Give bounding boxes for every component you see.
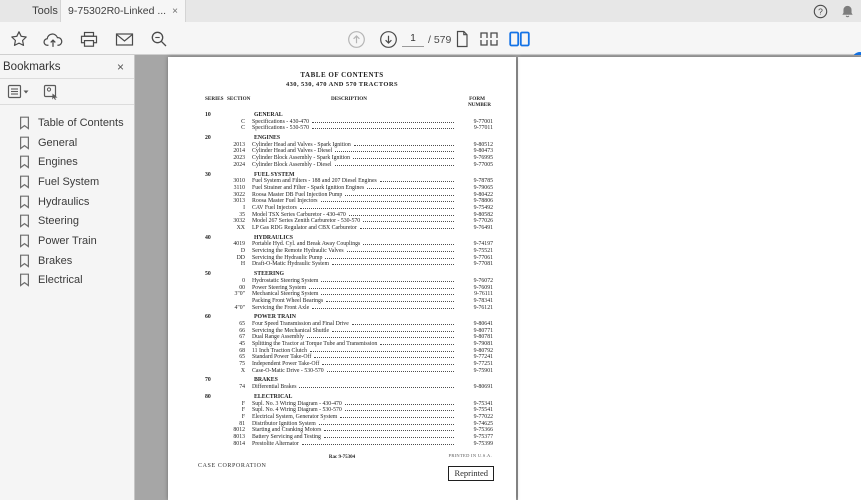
footer-printed-note: PRINTED IN U.S.A. — [448, 453, 492, 458]
col-form: FORM — [469, 96, 485, 102]
toc-section-cell: 45 — [239, 341, 245, 347]
toc-entry-row[interactable] — [205, 354, 493, 361]
toc-entry-row[interactable] — [205, 225, 493, 232]
toc-description: Splitting the Tractor at Torque Tube and Transmission — [252, 341, 378, 347]
dot-leader — [302, 444, 454, 445]
table-of-contents — [205, 96, 493, 447]
toc-section-cell: 3013 — [233, 198, 245, 205]
toc-section-header — [205, 112, 493, 119]
toc-entry-row[interactable] — [205, 218, 493, 225]
toc-section-name: HYDRAULICS — [254, 234, 293, 241]
dot-leader — [335, 151, 454, 152]
toc-body — [205, 112, 493, 447]
toc-form-number: 9-74197 — [473, 241, 493, 248]
toc-section — [205, 235, 493, 268]
toc-form-number: 9-76995 — [473, 155, 493, 162]
doc-title-line1: TABLE OF CONTENTS — [300, 71, 384, 79]
dot-leader — [300, 208, 454, 209]
toc-entry-row[interactable] — [205, 261, 493, 268]
toc-entry-row[interactable] — [205, 119, 493, 126]
toc-description: Draft-O-Matic Hydraulic System — [252, 261, 329, 268]
toc-series-number: 10 — [205, 112, 211, 118]
toc-form-number: 9-77022 — [473, 413, 493, 420]
toc-entry-row[interactable] — [205, 162, 493, 169]
doc-title-line2: 430, 530, 470 AND 570 TRACTORS — [286, 81, 398, 88]
bookmark-icon — [19, 273, 30, 287]
toc-form-number: 9-77011 — [473, 125, 493, 132]
toc-form-number: 9-77081 — [473, 261, 493, 268]
footer-company: CASE CORPORATION — [198, 463, 267, 469]
toc-form-number: 9-80691 — [473, 384, 493, 391]
tab-bar — [0, 0, 861, 22]
tab-close-icon[interactable]: × — [172, 5, 178, 17]
toc-entry-row[interactable] — [205, 255, 493, 262]
footer-reference: Rac 9-75304 — [328, 455, 356, 460]
email-icon[interactable] — [113, 28, 135, 50]
toc-description: Servicing the Front Axle — [252, 304, 310, 311]
dot-leader — [312, 308, 454, 309]
dot-leader — [332, 331, 454, 332]
col-series: SERIES — [205, 96, 224, 102]
toc-entry-row[interactable] — [205, 185, 493, 192]
toc-section-cell: 0 — [242, 277, 245, 284]
bookmark-item-label: Table of Contents — [38, 116, 124, 129]
dot-leader — [321, 281, 454, 282]
toc-section-name: ENGINES — [254, 135, 281, 142]
two-page-view-icon[interactable] — [508, 28, 530, 50]
toc-description: Model TSX Series Carburetor - 430-470 — [252, 211, 346, 218]
toc-entry-row[interactable] — [205, 148, 493, 155]
dot-leader — [380, 344, 454, 345]
toc-section-header — [205, 271, 493, 278]
toc-form-number: 9-75521 — [473, 248, 493, 255]
toc-entry-row[interactable] — [205, 421, 493, 428]
bookmark-icon — [19, 136, 30, 150]
bookmark-icon — [19, 155, 30, 169]
toc-section — [205, 112, 493, 132]
toc-section-cell: 3"0" — [234, 291, 245, 298]
toc-description: Fuel Strainer and Filter - Spark Ignition Engines — [252, 184, 365, 191]
bookmark-item[interactable] — [0, 133, 134, 153]
dot-leader — [363, 244, 454, 245]
bookmark-item[interactable] — [0, 231, 134, 251]
document-area — [136, 55, 861, 500]
bookmark-item-label: Steering — [38, 215, 79, 228]
toc-entry-row[interactable] — [205, 298, 493, 305]
toc-entry-row[interactable] — [205, 205, 493, 212]
toc-form-number: 9-76091 — [473, 284, 493, 291]
bookmark-item-label: Brakes — [38, 254, 73, 267]
toc-section-cell: 8012 — [233, 427, 245, 434]
toc-description: Independent Power Take-Off — [252, 361, 320, 368]
toc-description: Standard Power Take-Off — [252, 354, 312, 361]
bookmark-item-label: Fuel System — [38, 175, 100, 188]
toc-description: Mechanical Steering System — [252, 291, 319, 298]
bookmark-icon — [19, 214, 30, 228]
toc-section-cell: 00 — [239, 284, 245, 291]
dot-leader — [324, 437, 454, 438]
dot-leader — [326, 301, 454, 302]
bookmark-item[interactable] — [0, 113, 134, 133]
toc-series-number: 30 — [205, 171, 211, 178]
toc-form-number: 9-75901 — [473, 367, 493, 374]
toc-entry-row[interactable] — [205, 348, 493, 355]
toc-section-name: FUEL SYSTEM — [254, 171, 295, 178]
previous-page-icon[interactable] — [345, 28, 367, 50]
toc-description: CAV Fuel Injectors — [252, 204, 297, 211]
toc-entry-row[interactable] — [205, 248, 493, 255]
toc-description: Power Steering System — [252, 284, 307, 291]
toc-form-number: 9-80781 — [473, 334, 493, 341]
toc-entry-row[interactable] — [205, 285, 493, 292]
single-page-view-icon[interactable] — [451, 28, 473, 50]
toc-form-number: 9-77241 — [473, 354, 493, 361]
toc-entry-row[interactable] — [205, 305, 493, 312]
toc-description: Differential Brakes — [252, 384, 297, 391]
dot-leader — [349, 215, 454, 216]
toc-section-header — [205, 172, 493, 179]
toc-description: Roosa Master DB Fuel Injection Pump — [252, 191, 343, 198]
toc-form-number: 9-75399 — [473, 440, 493, 447]
toc-description: Distributor Ignition System — [252, 420, 316, 427]
dot-leader — [312, 122, 454, 123]
toc-entry-row[interactable] — [205, 434, 493, 441]
toc-section-header — [205, 377, 493, 384]
toc-series-number: 40 — [205, 234, 211, 241]
dot-leader — [340, 417, 454, 418]
toc-entry-row[interactable] — [205, 192, 493, 199]
page-number-input[interactable] — [402, 31, 424, 47]
toc-description: Hydrostatic Steering System — [252, 277, 319, 284]
toc-description: Case-O-Matic Drive - 530-570 — [252, 367, 324, 374]
toc-description: Packing Front Wheel Bearings — [252, 297, 324, 304]
toc-section-cell: 2014 — [233, 148, 245, 155]
toc-section-cell: F — [241, 407, 245, 414]
close-panel-icon[interactable]: × — [116, 59, 124, 74]
toc-section-cell: 81 — [239, 420, 245, 427]
toc-description: Electrical System, Generator System — [252, 413, 338, 420]
toc-entry-row[interactable] — [205, 401, 493, 408]
toc-form-number: 9-76111 — [474, 291, 493, 298]
toc-description: Cylinder Head and Valves - Diesel — [252, 148, 333, 155]
bookmark-item[interactable] — [0, 251, 134, 271]
toc-section-cell: 3022 — [233, 191, 245, 198]
toc-form-number: 9-75341 — [473, 400, 493, 407]
toc-form-number: 9-75492 — [473, 204, 493, 211]
notifications-bell-icon[interactable] — [840, 4, 855, 19]
toc-section-cell: 65 — [239, 354, 245, 361]
toc-description: Prestolite Alternator — [252, 440, 299, 447]
toc-form-number: 9-80771 — [473, 327, 493, 334]
toc-section-header — [205, 394, 493, 401]
toc-form-number: 9-75377 — [473, 433, 493, 440]
toc-entry-row[interactable] — [205, 414, 493, 421]
dot-leader — [363, 221, 454, 222]
toc-series-number: 50 — [205, 271, 211, 278]
toc-form-number: 9-76491 — [473, 225, 493, 231]
bookmark-item[interactable] — [0, 172, 134, 192]
toc-entry-row[interactable] — [205, 341, 493, 348]
toc-form-number: 9-77251 — [473, 361, 493, 368]
dot-leader — [314, 357, 454, 358]
toc-section — [205, 394, 493, 448]
toc-section — [205, 172, 493, 232]
toc-entry-row[interactable] — [205, 384, 493, 391]
toc-section-cell: C — [241, 125, 245, 132]
toc-section-header — [205, 135, 493, 142]
col-section: SECTION — [227, 96, 251, 102]
toc-description: Dual Range Assembly — [252, 334, 304, 341]
bookmarks-panel — [0, 55, 135, 500]
toc-form-number: 9-80473 — [473, 148, 493, 155]
toc-form-number: 9-77005 — [473, 161, 493, 168]
toc-section-cell: 3032 — [233, 218, 245, 225]
toc-entry-row[interactable] — [205, 291, 493, 298]
toc-description: Fuel System and Filters - 188 and 207 Diesel Engines — [252, 178, 377, 185]
dot-leader — [345, 404, 454, 405]
toc-form-number: 9-80792 — [473, 347, 493, 354]
bookmarks-options-icon[interactable] — [7, 84, 29, 99]
toc-section-cell: F — [241, 413, 245, 420]
toc-form-number: 9-75541 — [473, 407, 493, 414]
toc-description: Servicing the Hydraulic Pump — [252, 254, 323, 261]
dot-leader — [312, 128, 454, 129]
toc-form-number: 9-80512 — [473, 141, 493, 148]
toc-form-number: 9-79081 — [473, 341, 493, 347]
toc-entry-row[interactable] — [205, 198, 493, 205]
toc-section-cell: 68 — [239, 347, 245, 354]
toc-form-number: 9-76072 — [473, 277, 493, 284]
bookmark-item-label: Power Train — [38, 234, 97, 247]
tab-document[interactable] — [60, 0, 186, 22]
toc-section-cell: 4019 — [233, 241, 245, 248]
toc-section-name: BRAKES — [254, 377, 278, 384]
toc-section-cell: F — [241, 400, 245, 407]
dot-leader — [345, 195, 454, 196]
toc-section-cell: 8014 — [233, 440, 245, 447]
toc-section-header — [205, 314, 493, 321]
bookmark-icon — [19, 234, 30, 248]
dot-leader — [347, 251, 454, 252]
pdf-page-2 — [518, 57, 861, 500]
toc-section — [205, 271, 493, 311]
toc-form-number: 9-76121 — [473, 304, 493, 311]
bookmark-item-label: General — [38, 136, 78, 149]
toc-section-name: GENERAL — [254, 112, 283, 118]
toc-description: Battery Servicing and Testing — [252, 433, 321, 440]
dot-leader — [307, 337, 454, 338]
dot-leader — [352, 324, 454, 325]
toc-section-cell: 67 — [239, 334, 245, 341]
toc-description: Specifications - 430-470 — [252, 118, 309, 125]
toc-form-number: 9-77061 — [473, 254, 493, 261]
toc-description: Starting and Cranking Motors — [252, 427, 322, 434]
toc-form-number: 9-74625 — [473, 420, 493, 427]
toc-section-cell: 35 — [239, 211, 245, 218]
bookmark-item[interactable] — [0, 271, 134, 291]
bookmark-item[interactable] — [0, 152, 134, 172]
tab-document-label: 9-75302R0-Linked ... — [68, 5, 167, 17]
toc-description: LP Gas RDG Regulator and CBX Carburetor — [252, 225, 357, 231]
toc-section — [205, 377, 493, 390]
toc-section — [205, 135, 493, 168]
bookmark-list — [0, 105, 134, 290]
dot-leader — [353, 158, 454, 159]
toc-form-number: 9-80641 — [473, 320, 493, 327]
bookmark-icon — [19, 254, 30, 268]
toc-series-number: 70 — [205, 377, 211, 384]
bookmark-icon — [19, 175, 30, 189]
share-upload-icon[interactable] — [42, 28, 64, 50]
toc-form-number: 9-80422 — [473, 191, 493, 198]
col-number: NUMBER — [467, 102, 491, 108]
dot-leader — [322, 364, 454, 365]
toc-section-cell: 3110 — [233, 184, 245, 191]
page-total-label: / 579 — [428, 34, 452, 46]
toc-description: Specifications - 530-570 — [252, 125, 309, 132]
bookmark-icon — [19, 116, 30, 130]
toc-description: Cylinder Head and Valves - Spark Ignition — [252, 141, 351, 148]
toc-section-cell: 66 — [239, 327, 245, 334]
bookmark-item[interactable] — [0, 211, 134, 231]
main-toolbar — [0, 22, 861, 55]
toc-series-number: 60 — [205, 314, 211, 321]
toc-form-number: 9-78806 — [473, 198, 493, 205]
toc-section-name: POWER TRAIN — [254, 314, 296, 321]
toc-form-number: 9-77001 — [473, 118, 493, 125]
dot-leader — [332, 264, 454, 265]
doc-title — [168, 57, 516, 88]
toc-entry-row[interactable] — [205, 321, 493, 328]
toc-section-cell: XX — [236, 225, 245, 231]
toc-entry-row[interactable] — [205, 361, 493, 368]
toc-entry-row[interactable] — [205, 241, 493, 248]
toc-section — [205, 314, 493, 374]
toc-entry-row[interactable] — [205, 407, 493, 414]
toc-entry-row[interactable] — [205, 125, 493, 132]
toc-form-number: 9-75366 — [473, 427, 493, 434]
dot-leader — [310, 351, 454, 352]
svg-text:?: ? — [818, 5, 823, 16]
dot-leader — [309, 288, 454, 289]
bookmark-item[interactable] — [0, 192, 134, 212]
dot-leader — [380, 181, 454, 182]
toc-description: Supl. No. 3 Wiring Diagram - 430-470 — [252, 400, 342, 407]
toc-form-number: 9-78341 — [473, 297, 493, 304]
dot-leader — [367, 188, 454, 189]
toc-series-number: 80 — [205, 393, 211, 400]
dot-leader — [354, 145, 454, 146]
toc-entry-row[interactable] — [205, 142, 493, 149]
dot-leader — [325, 258, 454, 259]
toc-section-cell: H — [240, 261, 245, 268]
toc-section-cell: 2013 — [233, 141, 245, 148]
toc-description: Cylinder Block Assembly - Diesel — [252, 161, 332, 168]
toc-section-cell: X — [240, 367, 245, 374]
toc-entry-row[interactable] — [205, 212, 493, 219]
toc-entry-row[interactable] — [205, 328, 493, 335]
bookmarks-panel-title: Bookmarks — [3, 60, 61, 73]
toc-section-cell: 74 — [239, 384, 245, 391]
toc-entry-row[interactable] — [205, 155, 493, 162]
toc-description: Servicing the Remote Hydraulic Valves — [252, 248, 344, 255]
bookmark-icon — [19, 195, 30, 209]
toc-description: 11 Inch Traction Clutch — [252, 347, 308, 354]
toc-description: Servicing the Mechanical Shuttle — [252, 327, 330, 334]
toc-entry-row[interactable] — [205, 427, 493, 434]
dot-leader — [324, 430, 454, 431]
toc-section-name: ELECTRICAL — [254, 393, 293, 400]
toc-section-cell: D — [240, 248, 245, 255]
bookmark-item-label: Engines — [38, 156, 78, 169]
pdf-page-1 — [168, 57, 516, 500]
dot-leader — [299, 387, 454, 388]
toc-section-cell: 4"0" — [234, 304, 245, 311]
continuous-scroll-icon[interactable] — [478, 28, 500, 50]
help-icon[interactable] — [813, 4, 828, 19]
toc-form-number: 9-79065 — [473, 184, 493, 191]
toc-section-cell: I — [243, 204, 245, 211]
toc-description: Supl. No. 4 Wiring Diagram - 530-570 — [252, 407, 342, 414]
toc-section-cell: 3010 — [233, 178, 245, 185]
toc-entry-row[interactable] — [205, 178, 493, 185]
tab-tools-label: Tools — [32, 5, 58, 17]
print-icon[interactable] — [78, 28, 100, 50]
dot-leader — [360, 228, 454, 229]
toc-section-cell: 2024 — [233, 161, 245, 168]
toc-description: Cylinder Block Assembly - Spark Ignition — [252, 155, 351, 162]
toc-section-cell: 8013 — [233, 433, 245, 440]
toc-section-name: STEERING — [254, 271, 284, 278]
toc-description: Model 267 Series Zenith Carburetor - 530-570 — [252, 218, 361, 225]
col-description: DESCRIPTION — [330, 96, 368, 102]
toc-section-cell: C — [241, 118, 245, 125]
next-page-icon[interactable] — [377, 28, 399, 50]
expand-current-bookmark-icon[interactable] — [43, 84, 60, 100]
toc-section-cell: 75 — [239, 361, 245, 368]
dot-leader — [327, 371, 454, 372]
toc-form-number: 9-78785 — [473, 178, 493, 185]
toc-entry-row[interactable] — [205, 441, 493, 448]
search-icon[interactable] — [148, 28, 170, 50]
toc-series-number: 20 — [205, 135, 211, 142]
toc-description: Roosa Master Fuel Injectors — [252, 198, 318, 205]
dot-leader — [345, 410, 454, 411]
toc-description: Portable Hyd. Cyl. and Break Away Couplings — [252, 241, 361, 248]
dot-leader — [321, 201, 454, 202]
toc-section-cell: 65 — [239, 320, 245, 327]
bookmark-item-label: Electrical — [38, 274, 83, 287]
toc-section-header — [205, 235, 493, 242]
favorite-star-icon[interactable] — [8, 28, 30, 50]
bookmark-item-label: Hydraulics — [38, 195, 90, 208]
dot-leader — [319, 424, 454, 425]
toc-form-number: 9-80582 — [473, 211, 493, 218]
toc-section-cell: 2023 — [233, 155, 245, 162]
toc-section-cell: DD — [236, 254, 245, 261]
dot-leader — [321, 294, 454, 295]
toc-entry-row[interactable] — [205, 334, 493, 341]
toc-form-number: 9-77026 — [473, 218, 493, 225]
toc-description: Four Speed Transmission and Final Drive — [252, 320, 349, 327]
reprinted-stamp: Reprinted — [448, 466, 494, 481]
toc-column-headers — [205, 96, 493, 109]
toc-entry-row[interactable] — [205, 278, 493, 285]
dot-leader — [335, 165, 454, 166]
toc-entry-row[interactable] — [205, 368, 493, 375]
